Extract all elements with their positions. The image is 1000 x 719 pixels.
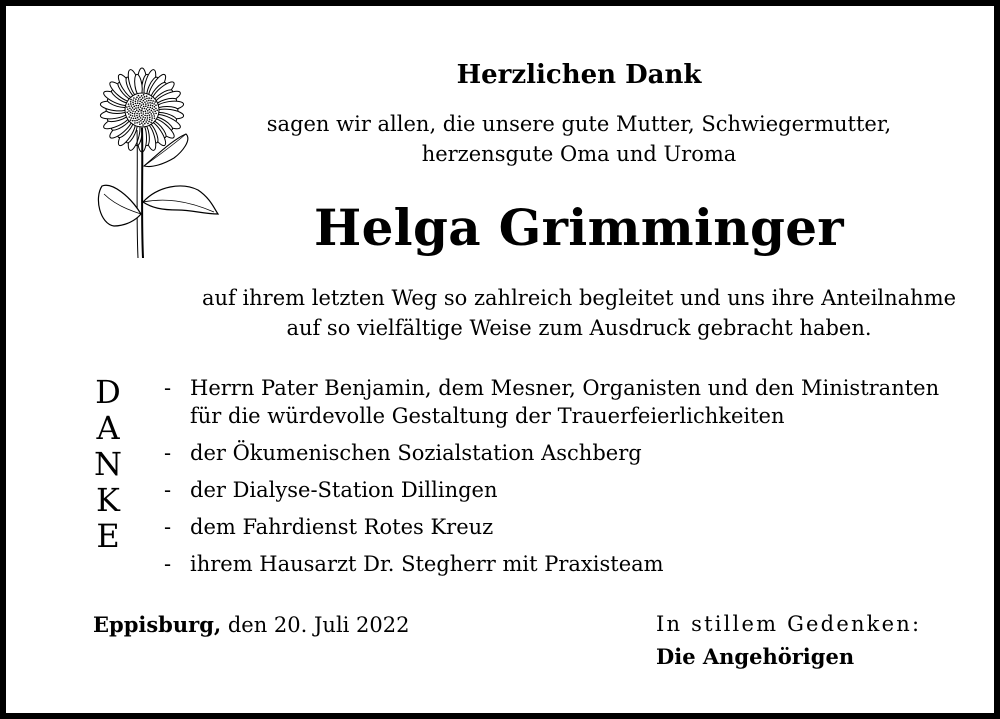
thanks-list — [164, 374, 939, 587]
vertical-letter: A — [96, 409, 120, 447]
dash-bullet: - — [164, 478, 172, 502]
intro-line-2: herzensgute Oma und Uroma — [421, 142, 737, 166]
list-item-line: ihrem Hausarzt Dr. Stegherr mit Praxisteam — [190, 552, 664, 576]
list-item-line: Herrn Pater Benjamin, dem Mesner, Organisten und den Ministranten — [190, 376, 940, 400]
list-item — [164, 374, 939, 430]
list-item — [164, 439, 939, 467]
vertical-letter: N — [94, 445, 122, 483]
message-line-1: auf ihrem letzten Weg so zahlreich begleitet und uns ihre Anteilnahme — [201, 286, 957, 310]
heading: Herzlichen Dank — [456, 60, 702, 90]
list-item-line: für die würdevolle Gestaltung der Trauerfeierlichkeiten — [190, 404, 785, 428]
vertical-letter: K — [96, 481, 120, 519]
signature-block — [656, 612, 921, 669]
intro-line-1: sagen wir allen, die unsere gute Mutter, Schwiegermutter, — [266, 112, 892, 136]
signers: Die Angehörigen — [656, 644, 855, 669]
dash-bullet: - — [164, 552, 172, 576]
date: den 20. Juli 2022 — [221, 613, 410, 637]
list-item-line: der Dialyse-Station Dillingen — [190, 478, 498, 502]
list-item — [164, 550, 939, 578]
vertical-danke — [86, 374, 130, 554]
place: Eppisburg, — [93, 612, 222, 637]
list-item-line: dem Fahrdienst Rotes Kreuz — [190, 515, 494, 539]
vertical-letter: E — [96, 517, 120, 555]
dash-bullet: - — [164, 376, 172, 400]
list-item-line: der Ökumenischen Sozialstation Aschberg — [190, 441, 642, 465]
list-item — [164, 476, 939, 504]
dash-bullet: - — [164, 515, 172, 539]
deceased-name: Helga Grimminger — [314, 198, 844, 257]
message-line-2: auf so vielfältige Weise zum Ausdruck gebracht haben. — [286, 316, 872, 340]
place-date — [93, 612, 410, 637]
vertical-letter: D — [95, 373, 121, 411]
closing-line: In stillem Gedenken: — [656, 612, 922, 636]
list-item — [164, 513, 939, 541]
dash-bullet: - — [164, 441, 172, 465]
